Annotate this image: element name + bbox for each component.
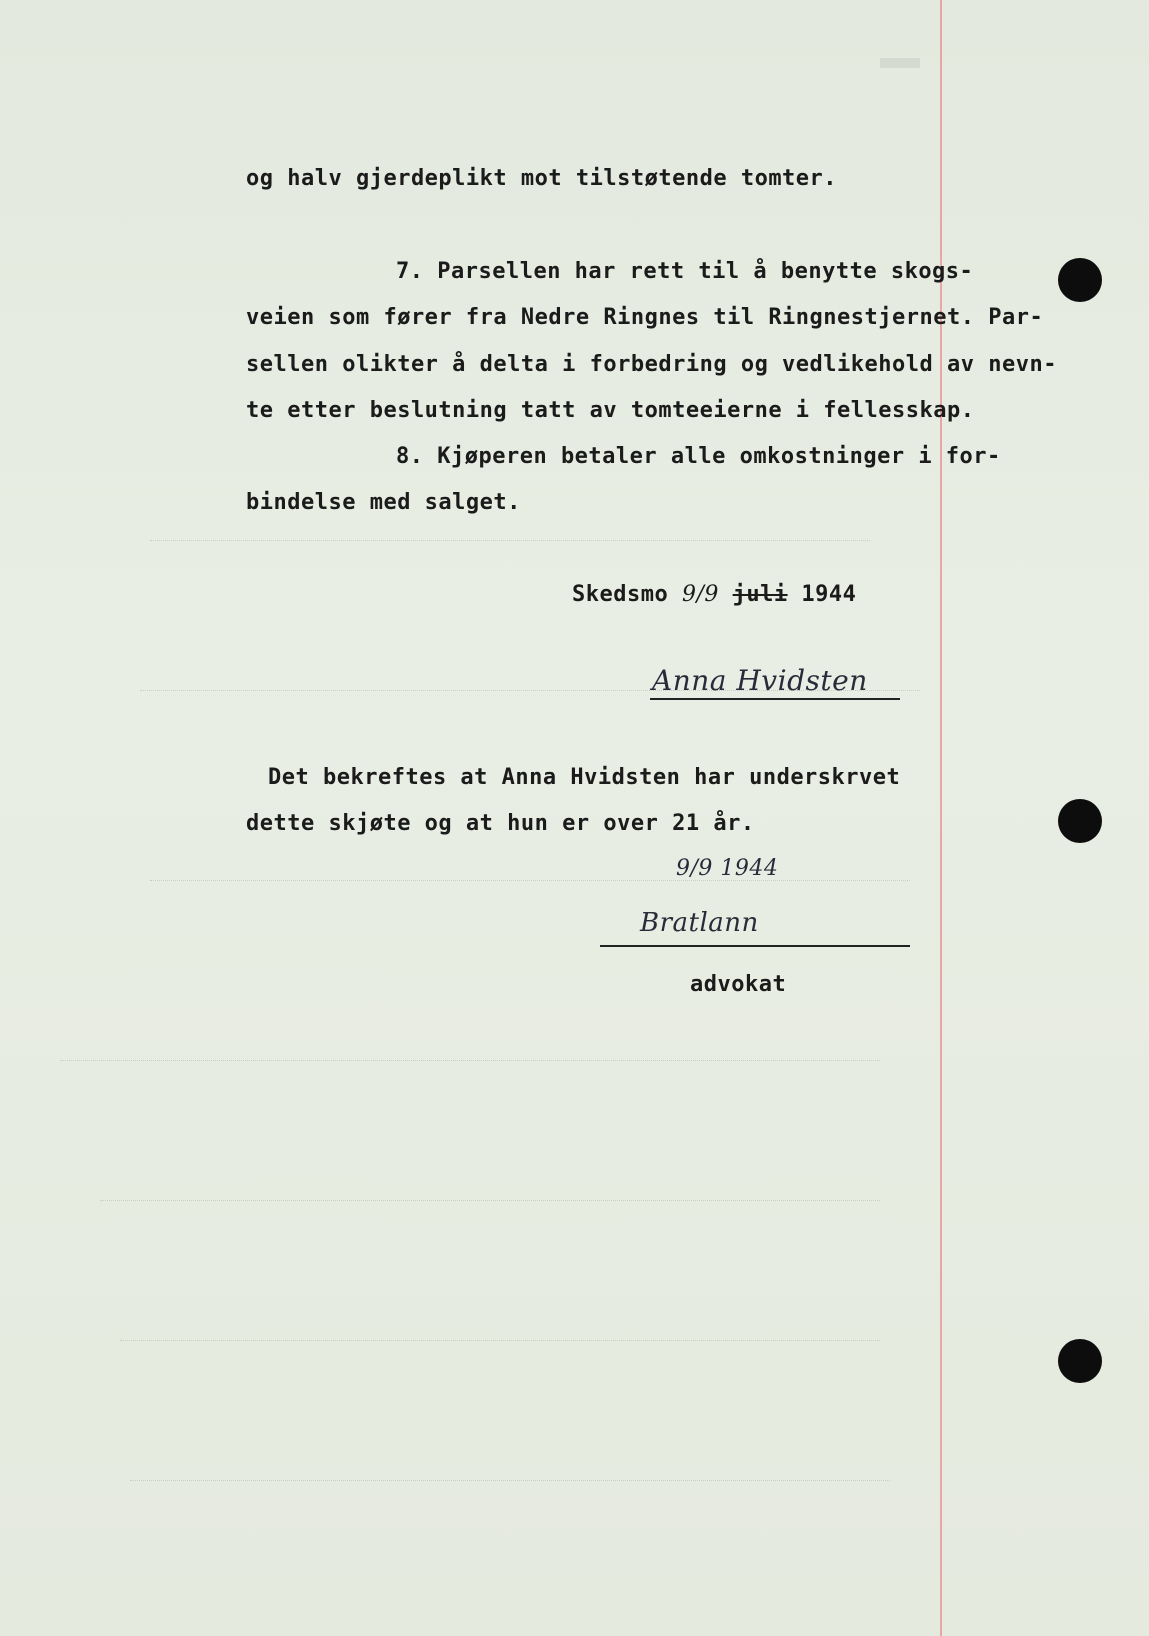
paragraph-end: og halv gjerdeplikt mot tilstøtende tomter. (246, 166, 838, 191)
bleed-through-mark (130, 1480, 890, 1482)
punch-hole (1058, 1339, 1102, 1383)
bleed-through-mark (100, 1200, 880, 1202)
item-8-line-1: 8. Kjøperen betaler alle omkostninger i for- (396, 444, 1001, 469)
margin-rule (940, 0, 942, 1636)
place-name: Skedsmo (572, 582, 669, 607)
place-year: 1944 (801, 582, 857, 607)
lawyer-signature-line (600, 945, 910, 947)
item-7-line-4: te etter beslutning tatt av tomteeierne i fellesskap. (246, 398, 975, 423)
bleed-through-mark (150, 540, 870, 542)
lawyer-title: advokat (690, 972, 787, 997)
bleed-through-mark (120, 1340, 880, 1342)
bleed-through-mark (150, 880, 910, 882)
bleed-through-mark (880, 58, 920, 68)
attest-date-handwritten: 9/9 1944 (676, 856, 779, 881)
seller-signature: Anna Hvidsten (652, 664, 868, 697)
bleed-through-mark (60, 1060, 880, 1062)
item-7-line-2: veien som fører fra Nedre Ringnes til Ringnestjernet. Par- (246, 305, 1044, 330)
place-date (572, 582, 856, 607)
attest-line-1: Det bekreftes at Anna Hvidsten har underskrvet (268, 765, 901, 790)
lawyer-signature: Bratlann (640, 908, 759, 938)
item-7-line-3: sellen olikter å delta i forbedring og vedlikehold av nevn- (246, 352, 1057, 377)
seller-signature-line (650, 698, 900, 700)
struck-month: juli (732, 582, 788, 607)
handwritten-day: 9/9 (681, 582, 719, 607)
punch-hole (1058, 258, 1102, 302)
item-8-line-2: bindelse med salget. (246, 490, 521, 515)
attest-line-2: dette skjøte og at hun er over 21 år. (246, 811, 755, 836)
punch-hole (1058, 799, 1102, 843)
item-7-line-1: 7. Parsellen har rett til å benytte skogs- (396, 259, 974, 284)
